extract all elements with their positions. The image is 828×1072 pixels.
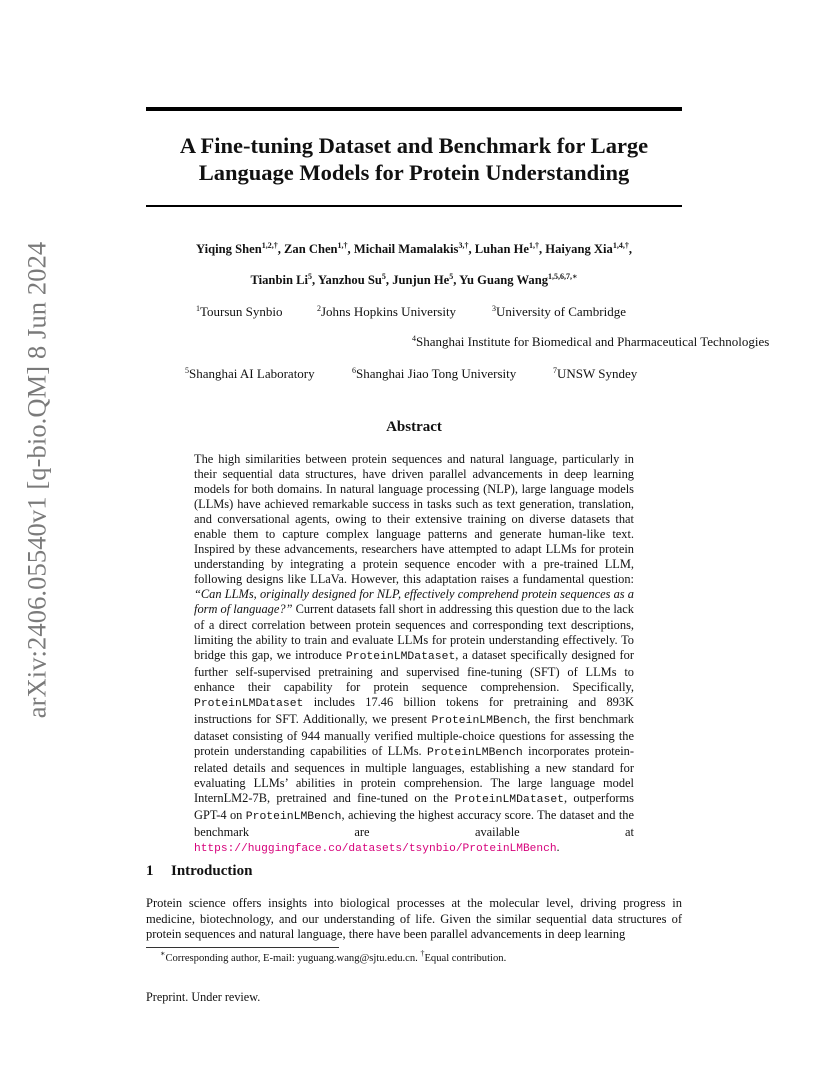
author: Junjun He$^5$, <box>392 272 460 287</box>
section-title: Introduction <box>171 863 253 879</box>
footnote: ∗Corresponding author, E-mail: yuguang.wang@sjtu.edu.cn. †Equal contribution. <box>160 949 507 964</box>
section-heading-introduction <box>146 863 252 880</box>
code-benchmark-name: ProteinLMBench <box>427 746 523 759</box>
affiliation: $^6$ Shanghai Jiao Tong University <box>352 366 517 381</box>
author: Zan Chen$^{1,\dagger}$, <box>284 241 354 256</box>
code-dataset-name: ProteinLMDataset <box>454 794 564 807</box>
section-number: 1 <box>146 863 154 879</box>
affiliation: $^4$ Shanghai Institute for Biomedical and Pharmaceutical Technologies <box>412 334 770 349</box>
arxiv-identifier: arXiv:2406.05540v1 [q-bio.QM] 8 Jun 2024 <box>21 241 52 719</box>
author: Yu Guang Wang$^{1,5,6,7,∗}$ <box>459 272 578 287</box>
author: Luhan $He^{1,\dagger}$, <box>474 241 546 256</box>
abstract-heading: Abstract <box>386 419 442 435</box>
title-top-rule <box>146 107 682 111</box>
preprint-note: Preprint. Under review. <box>146 990 261 1004</box>
code-dataset-name: ProteinLMDataset <box>345 650 456 663</box>
introduction-text: Protein science offers insights into biological processes at the molecular level, driving progress in medicine, biotechnology, and our understanding of life. Given the similar sequential data structures of protein sequences and natural language, there have been parallel advancements in deep learning <box>146 896 682 942</box>
affiliation: $^7$ UNSW Syndey <box>553 366 638 381</box>
author: Yiqing Shen$^{1,2,\dagger}$, <box>196 241 284 256</box>
footnote-rule <box>146 947 339 948</box>
abstract-question: “Can LLMs, originally designed for NLP, effectively comprehend protein sequences as a form of language?” <box>194 587 634 617</box>
title-line-1: A Fine-tuning Dataset and Benchmark for Large <box>179 133 649 158</box>
code-dataset-name: ProteinLMDataset <box>194 697 304 710</box>
code-benchmark-name: ProteinLMBench <box>431 714 528 727</box>
arxiv-sidebar <box>21 241 52 719</box>
authors-line-2 <box>146 273 682 288</box>
affiliation: $^2$ Johns Hopkins University <box>317 304 457 319</box>
author: Yanzhou Su$^5$, <box>317 272 393 287</box>
affiliation: $^1$ Toursun Synbio <box>196 304 283 319</box>
affiliations-row-2 <box>146 334 770 350</box>
author: Michail Mamalakis$^{3,\dagger}$, <box>353 241 475 256</box>
code-benchmark-name: ProteinLMBench <box>245 811 342 824</box>
author: Haiyang Xia$^{1,4,\dagger}$, <box>545 241 632 256</box>
affiliation: $^3$ University of Cambridge <box>492 304 626 319</box>
dataset-link[interactable]: https://huggingface.co/datasets/tsynbio/ProteinLMBench <box>194 843 557 856</box>
paper-title <box>146 132 682 186</box>
abstract-body: The high similarities between protein sequences and natural language, particularly in their sequential data structures, have driven parallel advancements in deep learning models for both domains. In natural language processing (NLP), large language models (LLMs) have achieved remarkable success in tasks such as text generation, translation, and conversational agents, owing to their extensive training on diverse datasets that enable them to capture complex language patterns and generate human-like text. Inspired by these advancements, researchers have attempted to adapt LLMs for protein understanding by integrating a protein sequence encoder with a pre-trained LLM, following designs like LLaVa. However, this adaptation raises a fundamental question: “Can LLMs, originally designed for NLP, effectively comprehend protein sequences as a form of language?” Current datasets fall short in addressing this question due to the lack of a direct correlation between protein sequences and corresponding text descriptions, limiting the ability to train and evaluate LLMs for protein understanding effectively. To bridge this gap, we introduce ProteinLMDataset, a dataset specifically designed for further self-supervised pretraining and supervised fine-tuning (SFT) of LLMs to enhance their capability for protein sequence comprehension. Specifically, ProteinLMDataset includes 17.46 billion tokens for pretraining and 893K instructions for SFT. Additionally, we present ProteinLMBench, the first benchmark dataset consisting of 944 manually verified multiple-choice questions for assessing the protein understanding capabilities of LLMs. ProteinLMBench incorporates protein-related details and sequences in multiple languages, establishing a new standard for evaluating LLMs’ abilities in protein comprehension. The large language model InternLM2-7B, pretrained and fine-tuned on the ProteinLMDataset, outperforms GPT-4 on ProteinLMBench, achieving the highest accuracy score. The dataset and the benchmark are available at https://huggingface.co/datasets/tsynbio/ProteinLMBench. <box>194 452 634 856</box>
authors-line-1 <box>146 242 682 257</box>
author: Tianbin Li$^5$, <box>250 272 318 287</box>
affiliation: $^5$ Shanghai AI Laboratory <box>185 366 315 381</box>
title-bottom-rule <box>146 205 682 207</box>
title-line-2: Language Models for Protein Understanding <box>198 160 630 185</box>
